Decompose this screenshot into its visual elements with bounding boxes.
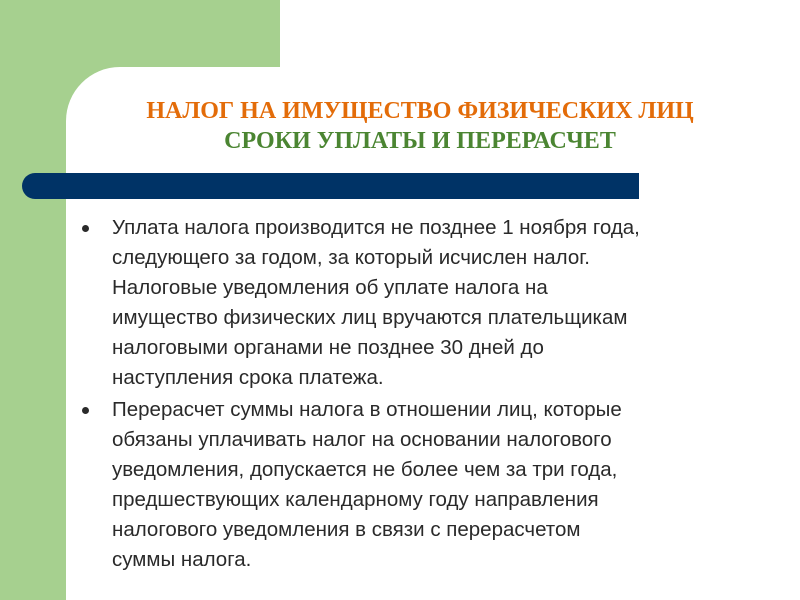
bullet-item-recalculation	[82, 395, 782, 575]
divider-bar	[22, 173, 639, 199]
bullet-text-line: Перерасчет суммы налога в отношении лиц, которые	[112, 398, 622, 421]
title-line-1: НАЛОГ НА ИМУЩЕСТВО ФИЗИЧЕСКИХ ЛИЦ	[146, 98, 694, 124]
bullet-item-payment-deadline	[82, 213, 782, 393]
bullet-text-line: предшествующих календарному году направления	[112, 488, 599, 511]
bullet-text-line: налогового уведомления в связи с перерасчетом	[112, 518, 581, 541]
bullet-text-line: Налоговые уведомления об уплате налога на	[112, 276, 548, 299]
bullet-text-line: обязаны уплачивать налог на основании налогового	[112, 428, 612, 451]
bullet-text-line: имущество физических лиц вручаются плательщикам	[112, 306, 628, 329]
bullet-list	[82, 213, 782, 577]
bullet-icon	[82, 225, 89, 232]
bullet-text-line: налоговыми органами не позднее 30 дней до	[112, 336, 544, 359]
bullet-text-line: наступления срока платежа.	[112, 366, 384, 389]
bullet-icon	[82, 407, 89, 414]
slide-title	[70, 96, 770, 156]
bullet-text-line: следующего за годом, за который исчислен налог.	[112, 246, 590, 269]
bullet-text-line: Уплата налога производится не позднее 1 ноября года,	[112, 216, 640, 239]
bullet-text-line: уведомления, допускается не более чем за три года,	[112, 458, 618, 481]
title-line-2: СРОКИ УПЛАТЫ И ПЕРЕРАСЧЕТ	[224, 128, 616, 154]
bullet-text-line: суммы налога.	[112, 548, 252, 571]
